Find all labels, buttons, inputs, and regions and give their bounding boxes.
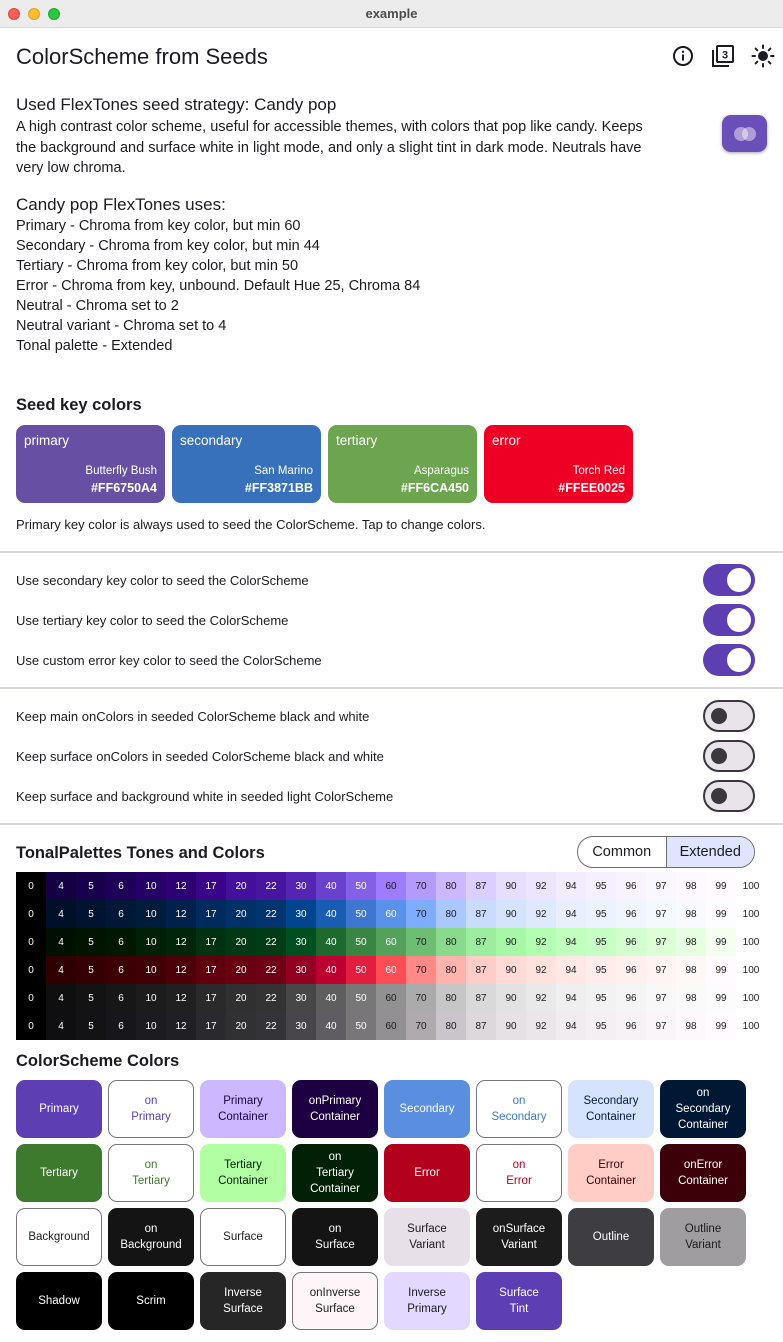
tone-cell[interactable]: 6	[106, 928, 136, 956]
strategy-description-line: very low chroma.	[16, 160, 126, 176]
page-title: ColorScheme from Seeds	[16, 44, 268, 69]
tone-cell[interactable]: 0	[16, 984, 46, 1012]
tone-cell[interactable]: 5	[76, 872, 106, 900]
uses-item: Neutral - Chroma set to 2	[16, 298, 179, 314]
tone-cell[interactable]: 12	[166, 872, 196, 900]
tone-cell[interactable]: 22	[256, 872, 286, 900]
tone-cell[interactable]: 30	[286, 900, 316, 928]
tone-cell[interactable]: 60	[376, 900, 406, 928]
scheme-color-tile[interactable]: Error	[384, 1144, 470, 1202]
scheme-color-tile[interactable]: Scrim	[108, 1272, 194, 1330]
tone-cell[interactable]: 94	[556, 1012, 586, 1040]
scheme-color-tile[interactable]: on Background	[108, 1208, 194, 1266]
seed-card-hex: #FF3871BB	[244, 481, 313, 495]
tone-cell[interactable]: 97	[646, 872, 676, 900]
tone-cell[interactable]: 4	[46, 900, 76, 928]
use-secondary-switch[interactable]	[703, 564, 755, 596]
tone-cell[interactable]: 30	[286, 984, 316, 1012]
tone-cell[interactable]: 20	[226, 1012, 256, 1040]
tonal-palette-row	[16, 900, 766, 928]
tone-cell[interactable]: 90	[496, 928, 526, 956]
tone-cell[interactable]: 98	[676, 872, 706, 900]
tone-cell[interactable]: 17	[196, 956, 226, 984]
tone-cell[interactable]: 5	[76, 928, 106, 956]
tone-cell[interactable]: 60	[376, 928, 406, 956]
tone-cell[interactable]: 98	[676, 1012, 706, 1040]
tone-cell[interactable]: 12	[166, 1012, 196, 1040]
scheme-color-tile[interactable]: Shadow	[16, 1272, 102, 1330]
seed-card-primary[interactable]	[16, 425, 165, 503]
tone-cell[interactable]: 22	[256, 900, 286, 928]
palette-type-segmented-button[interactable]	[577, 836, 755, 868]
tone-cell[interactable]: 90	[496, 956, 526, 984]
uses-item: Tertiary - Chroma from key color, but min 50	[16, 258, 299, 274]
scheme-section-title: ColorScheme Colors	[16, 1052, 180, 1070]
tone-cell[interactable]: 98	[676, 928, 706, 956]
tone-cell[interactable]: 100	[736, 956, 766, 984]
surface-oncolors-bw-switch[interactable]	[703, 740, 755, 772]
tone-cell[interactable]: 50	[346, 1012, 376, 1040]
switch-knob	[711, 708, 727, 724]
tone-cell[interactable]: 50	[346, 956, 376, 984]
main-oncolors-bw-switch[interactable]	[703, 700, 755, 732]
tone-cell[interactable]: 4	[46, 956, 76, 984]
tone-cell[interactable]: 30	[286, 872, 316, 900]
tone-cell[interactable]: 95	[586, 1012, 616, 1040]
tone-cell[interactable]: 0	[16, 956, 46, 984]
tone-cell[interactable]: 92	[526, 956, 556, 984]
tonal-palette-row	[16, 1012, 766, 1040]
scheme-color-tile[interactable]: Outline Variant	[660, 1208, 746, 1266]
tone-cell[interactable]: 5	[76, 984, 106, 1012]
seed-card-name: primary	[24, 433, 70, 448]
scheme-color-tile[interactable]: Surface	[200, 1208, 286, 1266]
tone-cell[interactable]: 87	[466, 956, 496, 984]
tone-cell[interactable]: 12	[166, 928, 196, 956]
window-titlebar	[0, 0, 783, 28]
seed-section-title: Seed key colors	[16, 396, 142, 414]
tone-cell[interactable]: 50	[346, 984, 376, 1012]
divider	[0, 551, 783, 553]
tone-cell[interactable]: 50	[346, 928, 376, 956]
tone-cell[interactable]: 40	[316, 928, 346, 956]
tone-cell[interactable]: 90	[496, 872, 526, 900]
tone-cell[interactable]: 30	[286, 928, 316, 956]
use-tertiary-switch[interactable]	[703, 604, 755, 636]
tone-cell[interactable]: 94	[556, 872, 586, 900]
seed-card-error[interactable]	[484, 425, 633, 503]
seed-card-hex: #FF6CA450	[400, 481, 469, 495]
scheme-color-tile[interactable]: onSurface Variant	[476, 1208, 562, 1266]
use-error-switch[interactable]	[703, 644, 755, 676]
uses-item: Neutral variant - Chroma set to 4	[16, 318, 227, 334]
tone-cell[interactable]: 96	[616, 1012, 646, 1040]
window-title: example	[365, 6, 418, 21]
tone-cell[interactable]: 50	[346, 900, 376, 928]
seed-card-name: secondary	[180, 433, 243, 448]
tone-cell[interactable]: 20	[226, 956, 256, 984]
surface-white-switch[interactable]	[703, 780, 755, 812]
switch-label: Use secondary key color to seed the ColorScheme	[16, 573, 309, 588]
tone-cell[interactable]: 10	[136, 900, 166, 928]
tone-cell[interactable]: 100	[736, 872, 766, 900]
scheme-color-tile[interactable]: on Secondary Container	[660, 1080, 746, 1138]
tone-cell[interactable]: 100	[736, 928, 766, 956]
tone-cell[interactable]: 92	[526, 900, 556, 928]
switch-label: Use custom error key color to seed the ColorScheme	[16, 653, 322, 668]
tone-cell[interactable]: 40	[316, 984, 346, 1012]
scheme-color-tile[interactable]: Secondary	[384, 1080, 470, 1138]
switch-knob	[727, 568, 751, 592]
strategy-description-line: A high contrast color scheme, useful for accessible themes, with colors that pop like candy. Keeps	[16, 119, 643, 135]
switch-label: Keep surface and background white in seeded light ColorScheme	[16, 789, 394, 804]
segment-common[interactable]: Common	[592, 844, 652, 860]
tone-cell[interactable]: 98	[676, 956, 706, 984]
scheme-color-tile[interactable]: Surface Variant	[384, 1208, 470, 1266]
tone-cell[interactable]: 6	[106, 984, 136, 1012]
tone-cell[interactable]: 80	[436, 1012, 466, 1040]
seed-card-color-name: Torch Red	[572, 465, 625, 477]
tone-cell[interactable]: 80	[436, 928, 466, 956]
light-mode-icon[interactable]	[750, 43, 776, 69]
tone-cell[interactable]: 99	[706, 1012, 736, 1040]
tone-cell[interactable]: 92	[526, 872, 556, 900]
tone-cell[interactable]: 99	[706, 900, 736, 928]
tone-cell[interactable]: 0	[16, 928, 46, 956]
tone-cell[interactable]: 87	[466, 900, 496, 928]
scheme-color-tile[interactable]: on Primary	[108, 1080, 194, 1138]
tone-cell[interactable]: 80	[436, 956, 466, 984]
tone-cell[interactable]: 30	[286, 956, 316, 984]
tone-cell[interactable]: 22	[256, 1012, 286, 1040]
tone-cell[interactable]: 92	[526, 984, 556, 1012]
tone-cell[interactable]: 40	[316, 872, 346, 900]
tone-cell[interactable]: 17	[196, 900, 226, 928]
tone-cell[interactable]: 100	[736, 984, 766, 1012]
tone-cell[interactable]: 70	[406, 984, 436, 1012]
tone-cell[interactable]: 95	[586, 900, 616, 928]
tone-cell[interactable]: 98	[676, 900, 706, 928]
seed-note: Primary key color is always used to seed the ColorScheme. Tap to change colors.	[16, 517, 486, 532]
tone-cell[interactable]: 70	[406, 1012, 436, 1040]
tone-cell[interactable]: 20	[226, 928, 256, 956]
tone-cell[interactable]: 70	[406, 900, 436, 928]
tone-cell[interactable]: 5	[76, 900, 106, 928]
tone-cell[interactable]: 90	[496, 1012, 526, 1040]
tone-cell[interactable]: 94	[556, 956, 586, 984]
switch-knob	[711, 788, 727, 804]
tone-cell[interactable]: 6	[106, 1012, 136, 1040]
tone-cell[interactable]: 97	[646, 928, 676, 956]
seed-card-hex: #FFEE0025	[558, 481, 625, 495]
tone-cell[interactable]: 12	[166, 956, 196, 984]
scheme-color-tile[interactable]: Background	[16, 1208, 102, 1266]
tone-cell[interactable]: 80	[436, 900, 466, 928]
tone-cell[interactable]: 17	[196, 928, 226, 956]
tone-cell[interactable]: 17	[196, 872, 226, 900]
seed-card-tertiary[interactable]	[328, 425, 477, 503]
tone-cell[interactable]: 87	[466, 928, 496, 956]
tone-cell[interactable]: 30	[286, 1012, 316, 1040]
uses-item: Error - Chroma from key, unbound. Default Hue 25, Chroma 84	[16, 278, 421, 294]
scheme-color-tile[interactable]: Secondary Container	[568, 1080, 654, 1138]
switch-label: Keep main onColors in seeded ColorScheme black and white	[16, 709, 370, 724]
tone-cell[interactable]: 95	[586, 984, 616, 1012]
info-icon[interactable]	[670, 43, 696, 69]
tone-cell[interactable]: 100	[736, 900, 766, 928]
scheme-color-tile[interactable]: onInverse Surface	[292, 1272, 378, 1330]
uses-item: Tonal palette - Extended	[16, 338, 173, 354]
scheme-color-tile[interactable]: on Surface	[292, 1208, 378, 1266]
tone-cell[interactable]: 10	[136, 928, 166, 956]
tone-cell[interactable]: 5	[76, 956, 106, 984]
tone-cell[interactable]: 50	[346, 872, 376, 900]
tone-cell[interactable]: 10	[136, 872, 166, 900]
strategy-description-line: the background and surface white in light mode, and only a slight tint in dark mode. Neutrals have	[16, 139, 642, 156]
seed-strategy-button[interactable]	[722, 115, 767, 152]
segment-extended[interactable]: Extended	[666, 837, 755, 867]
tone-cell[interactable]: 95	[586, 928, 616, 956]
scheme-color-tile[interactable]: Inverse Primary	[384, 1272, 470, 1330]
tone-cell[interactable]: 22	[256, 928, 286, 956]
tone-cell[interactable]: 60	[376, 1012, 406, 1040]
uses-item: Primary - Chroma from key color, but min 60	[16, 218, 301, 234]
tonal-palette-row	[16, 872, 766, 900]
tone-cell[interactable]: 99	[706, 956, 736, 984]
tone-cell[interactable]: 20	[226, 872, 256, 900]
tone-cell[interactable]: 60	[376, 872, 406, 900]
tone-cell[interactable]: 70	[406, 956, 436, 984]
uses-item: Secondary - Chroma from key color, but min 44	[16, 238, 320, 254]
tone-cell[interactable]: 40	[316, 1012, 346, 1040]
tone-cell[interactable]: 4	[46, 984, 76, 1012]
tone-cell[interactable]: 99	[706, 872, 736, 900]
tone-cell[interactable]: 17	[196, 1012, 226, 1040]
uses-heading: Candy pop FlexTones uses:	[16, 195, 226, 214]
tone-cell[interactable]: 99	[706, 928, 736, 956]
material-3-icon[interactable]	[710, 43, 736, 69]
overlap-circles-icon	[732, 125, 758, 143]
tone-cell[interactable]: 40	[316, 900, 346, 928]
tone-cell[interactable]: 22	[256, 956, 286, 984]
tone-cell[interactable]: 96	[616, 956, 646, 984]
tone-cell[interactable]: 80	[436, 872, 466, 900]
tone-cell[interactable]: 6	[106, 872, 136, 900]
tone-cell[interactable]: 100	[736, 1012, 766, 1040]
switch-label: Use tertiary key color to seed the ColorScheme	[16, 613, 289, 628]
tone-cell[interactable]: 97	[646, 1012, 676, 1040]
seed-card-secondary[interactable]	[172, 425, 321, 503]
tone-cell[interactable]: 96	[616, 928, 646, 956]
divider	[0, 823, 783, 825]
tone-cell[interactable]: 87	[466, 1012, 496, 1040]
tone-cell[interactable]: 97	[646, 900, 676, 928]
tone-cell[interactable]: 94	[556, 984, 586, 1012]
divider	[0, 687, 783, 689]
tone-cell[interactable]: 12	[166, 900, 196, 928]
tone-cell[interactable]: 96	[616, 900, 646, 928]
tone-cell[interactable]: 17	[196, 984, 226, 1012]
tone-cell[interactable]: 96	[616, 872, 646, 900]
tone-cell[interactable]: 92	[526, 1012, 556, 1040]
tone-cell[interactable]: 10	[136, 956, 166, 984]
tone-cell[interactable]: 97	[646, 984, 676, 1012]
tonal-palette-row	[16, 984, 766, 1012]
tone-cell[interactable]: 10	[136, 984, 166, 1012]
tone-cell[interactable]: 99	[706, 984, 736, 1012]
tone-cell[interactable]: 12	[166, 984, 196, 1012]
switch-knob	[711, 748, 727, 764]
switch-knob	[727, 608, 751, 632]
tone-cell[interactable]: 70	[406, 872, 436, 900]
scheme-color-tile[interactable]: Surface Tint	[476, 1272, 562, 1330]
tone-cell[interactable]: 98	[676, 984, 706, 1012]
tone-cell[interactable]: 97	[646, 956, 676, 984]
scheme-color-tile[interactable]: Primary Container	[200, 1080, 286, 1138]
strategy-description	[16, 117, 716, 179]
tone-cell[interactable]: 10	[136, 1012, 166, 1040]
tone-cell[interactable]: 4	[46, 872, 76, 900]
scheme-color-tile[interactable]: on Secondary	[476, 1080, 562, 1138]
tone-cell[interactable]: 6	[106, 956, 136, 984]
tone-cell[interactable]: 0	[16, 872, 46, 900]
seed-card-color-name: Asparagus	[414, 465, 469, 477]
tone-cell[interactable]: 40	[316, 956, 346, 984]
tone-cell[interactable]: 5	[76, 1012, 106, 1040]
tone-cell[interactable]: 60	[376, 956, 406, 984]
scheme-color-tile[interactable]: onError Container	[660, 1144, 746, 1202]
tone-cell[interactable]: 96	[616, 984, 646, 1012]
seed-card-color-name: San Marino	[254, 465, 313, 477]
scheme-color-tile[interactable]: Tertiary	[16, 1144, 102, 1202]
tone-cell[interactable]: 20	[226, 984, 256, 1012]
tone-cell[interactable]: 95	[586, 872, 616, 900]
tone-cell[interactable]: 4	[46, 928, 76, 956]
tone-cell[interactable]: 70	[406, 928, 436, 956]
scheme-color-tile[interactable]: onPrimary Container	[292, 1080, 378, 1138]
seed-card-color-name: Butterfly Bush	[85, 465, 157, 477]
svg-text:3: 3	[721, 49, 729, 62]
scheme-color-tile[interactable]: on Tertiary	[108, 1144, 194, 1202]
tone-cell[interactable]: 87	[466, 984, 496, 1012]
tone-cell[interactable]: 90	[496, 900, 526, 928]
scheme-color-tile[interactable]: on Error	[476, 1144, 562, 1202]
tonal-palette-row	[16, 956, 766, 984]
tone-cell[interactable]: 80	[436, 984, 466, 1012]
tone-cell[interactable]: 0	[16, 1012, 46, 1040]
tone-cell[interactable]: 20	[226, 900, 256, 928]
tone-cell[interactable]: 0	[16, 900, 46, 928]
tone-cell[interactable]: 92	[526, 928, 556, 956]
seed-card-name: error	[492, 433, 521, 448]
scheme-color-tile[interactable]: Error Container	[568, 1144, 654, 1202]
tone-cell[interactable]: 94	[556, 928, 586, 956]
scheme-color-tile[interactable]: Inverse Surface	[200, 1272, 286, 1330]
scheme-color-tile[interactable]: Primary	[16, 1080, 102, 1138]
scheme-color-tile[interactable]: on Tertiary Container	[292, 1144, 378, 1202]
switch-knob	[727, 648, 751, 672]
scheme-color-tile[interactable]: Tertiary Container	[200, 1144, 286, 1202]
tone-cell[interactable]: 90	[496, 984, 526, 1012]
tone-cell[interactable]: 94	[556, 900, 586, 928]
tonal-section-title: TonalPalettes Tones and Colors	[16, 844, 265, 862]
tone-cell[interactable]: 22	[256, 984, 286, 1012]
scheme-color-tile[interactable]: Outline	[568, 1208, 654, 1266]
seed-card-name: tertiary	[336, 433, 378, 448]
tone-cell[interactable]: 95	[586, 956, 616, 984]
strategy-heading: Used FlexTones seed strategy: Candy pop	[16, 95, 337, 114]
tone-cell[interactable]: 87	[466, 872, 496, 900]
switch-label: Keep surface onColors in seeded ColorScheme black and white	[16, 749, 384, 764]
tone-cell[interactable]: 60	[376, 984, 406, 1012]
seed-card-hex: #FF6750A4	[90, 481, 157, 495]
tone-cell[interactable]: 4	[46, 1012, 76, 1040]
tone-cell[interactable]: 6	[106, 900, 136, 928]
tonal-palette-row	[16, 928, 766, 956]
